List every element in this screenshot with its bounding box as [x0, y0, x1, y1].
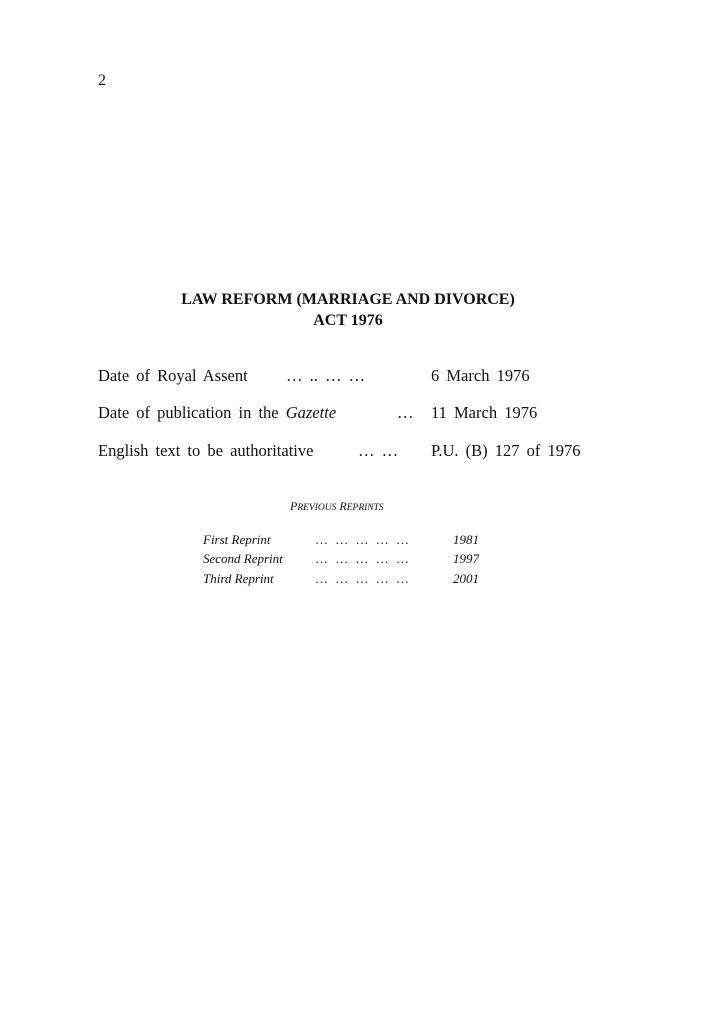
reprint-year: 2001: [453, 571, 479, 586]
gazette-publication-label: [98, 403, 336, 423]
reprint-label: Third Reprint: [203, 571, 274, 586]
heading-cap-p: P: [290, 499, 298, 513]
act-title-line2: ACT 1976: [313, 312, 383, 329]
reprint-year: 1981: [453, 532, 479, 547]
gazette-word: Gazette: [285, 403, 337, 422]
authoritative-text-value: P.U. (B) 127 of 1976: [431, 441, 581, 460]
reprint-label: First Reprint: [203, 532, 271, 547]
heading-rest-revious: REVIOUS: [297, 503, 337, 513]
page-number: 2: [98, 72, 106, 89]
reprint-dots: … … … … …: [315, 571, 409, 586]
gazette-publication-label-prefix: Date of publication in the: [98, 403, 286, 422]
heading-rest-eprints: EPRINTS: [346, 503, 384, 513]
reprint-label: Second Reprint: [203, 551, 283, 566]
reprint-dots: … … … … …: [315, 532, 409, 547]
act-title-line1: LAW REFORM (MARRIAGE AND DIVORCE): [181, 291, 515, 308]
reprint-dots: … … … … …: [315, 551, 409, 566]
previous-reprints-heading: [290, 499, 384, 514]
royal-assent-value: 6 March 1976: [431, 366, 530, 385]
heading-cap-r: R: [339, 499, 347, 513]
authoritative-text-label: English text to be authoritative: [98, 441, 314, 460]
authoritative-text-dots: … …: [358, 441, 399, 460]
gazette-publication-dots: …: [397, 403, 414, 422]
reprint-year: 1997: [453, 551, 479, 566]
gazette-publication-value: 11 March 1976: [431, 403, 538, 422]
act-title: [98, 289, 598, 331]
royal-assent-label: Date of Royal Assent: [98, 366, 248, 385]
royal-assent-dots: … .. … …: [286, 366, 366, 385]
